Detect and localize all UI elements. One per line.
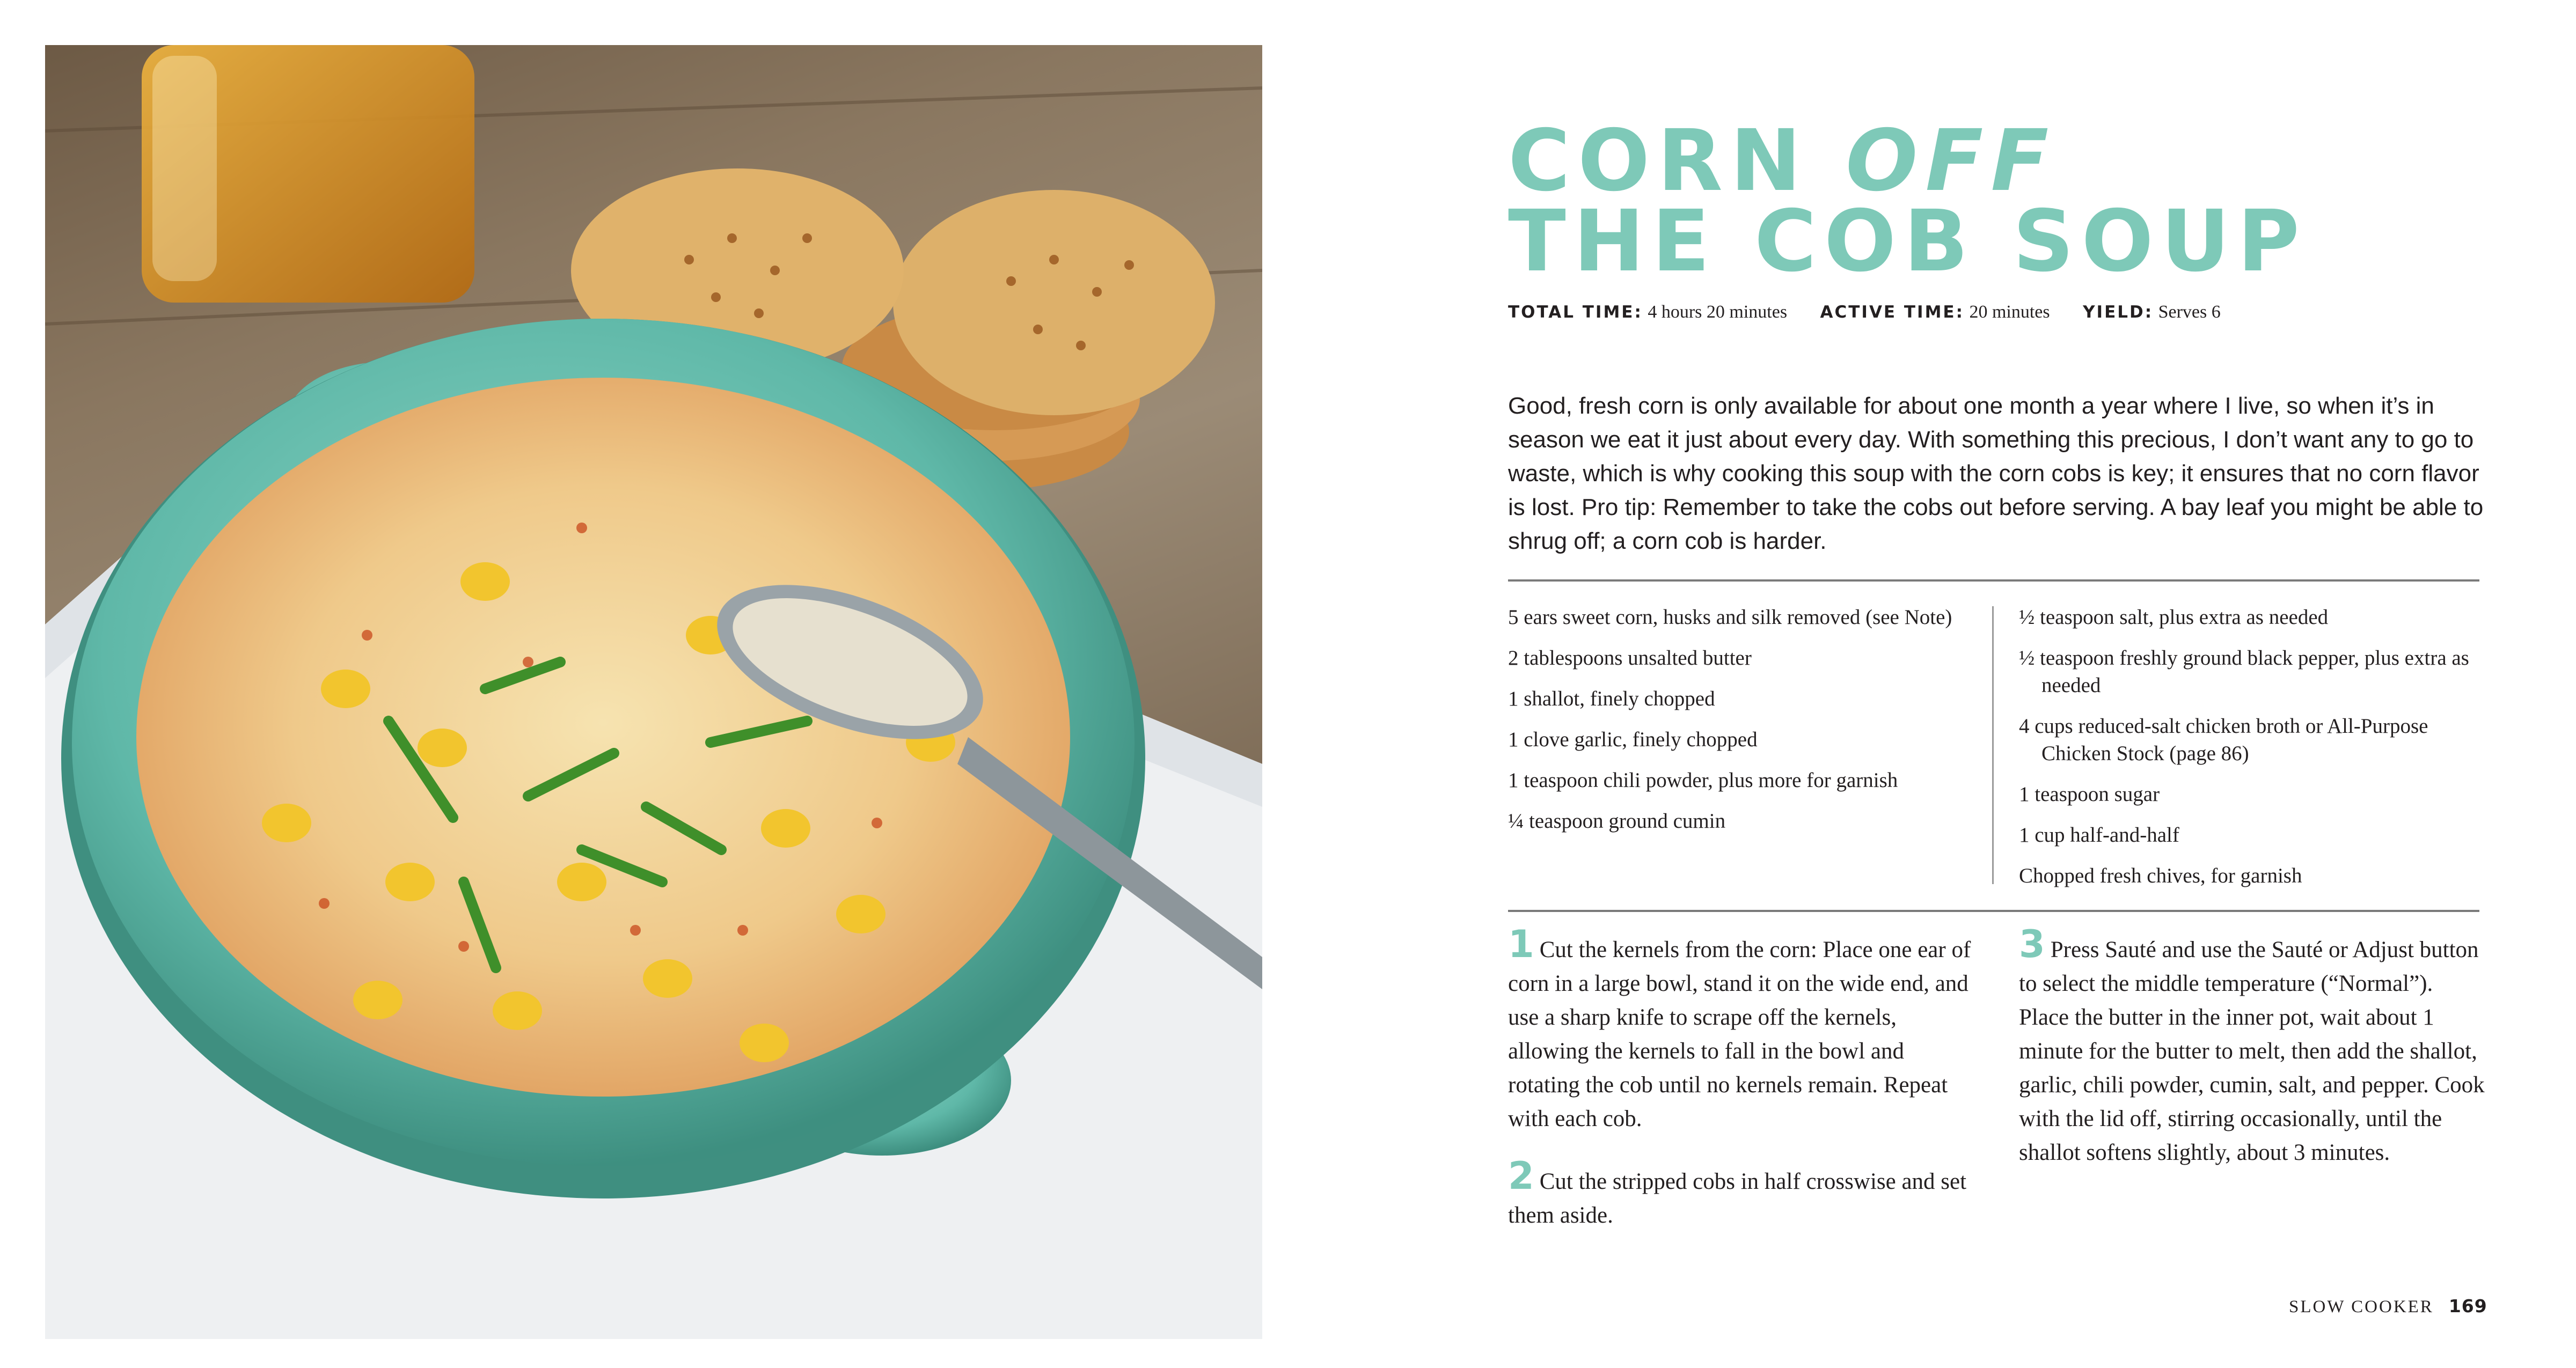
ingredient-item: ¼ teaspoon ground cumin (1508, 810, 1726, 833)
ingredient-item: 5 ears sweet corn, husks and silk removed (see Note) (1508, 606, 1952, 629)
ingredient-item: 4 cups reduced-salt chicken broth or All-Purpose Chicken Stock (page 86) (2019, 715, 2428, 765)
total-time-value: 4 hours 20 minutes (1648, 302, 1788, 322)
steps-top-divider (1508, 910, 2479, 912)
step-3 (2019, 922, 2486, 1170)
step-text: Press Sauté and use the Sauté or Adjust button to select the middle temperature (“Normal”). Place the butter in the inner pot, wait about 1 minute for the butter to melt, then add the shallot, garlic, chili powder, cumin, salt, and pepper. Cook with the lid off, stirring occasionally, until the shallot softens slightly, about 3 minutes. (2019, 937, 2485, 1165)
recipe-title-line-1 (1508, 112, 2501, 210)
active-time-label: ACTIVE TIME: (1820, 303, 1965, 322)
ingredients-top-divider (1508, 579, 2479, 582)
step-number: 1 (1508, 922, 1534, 966)
ingredients-list-right (2019, 604, 2480, 903)
ingredient-item: ½ teaspoon salt, plus extra as needed (2019, 606, 2329, 629)
title-word-off: OFF (1846, 112, 2057, 210)
steps-column-right (2019, 922, 2486, 1196)
recipe-intro: Good, fresh corn is only available for about one month a year where I live, so when it’s in season we eat it just about every day. With something this precious, I don’t want any to go to waste, which is why cooking this soup with the corn cobs is key; it ensures that no corn flavor is lost. Pro tip: Remember to take the cobs out before serving. A bay leaf you might be able to shrug off; a corn cob is harder. (1508, 393, 2484, 554)
ingredient-item: 1 shallot, finely chopped (1508, 687, 1715, 710)
total-time-label: TOTAL TIME: (1508, 303, 1643, 322)
ingredients-column-divider (1992, 606, 1994, 884)
step-number: 3 (2019, 922, 2045, 966)
soup-photo-illustration (45, 45, 1262, 1339)
ingredient-item: ½ teaspoon freshly ground black pepper, plus extra as needed (2019, 646, 2469, 697)
step-2 (1508, 1154, 1975, 1232)
page-footer (2289, 1296, 2487, 1317)
ingredients-list-left (1508, 604, 1975, 848)
step-text: Cut the kernels from the corn: Place one ear of corn in a large bowl, stand it on the wide end, and use a sharp knife to scrape off the kernels, allowing the kernels to fall in the bowl and rotating the cob until no kernels remain. Repeat with each cob. (1508, 937, 1971, 1131)
section-name: SLOW COOKER (2289, 1297, 2434, 1316)
ingredient-item: 2 tablespoons unsalted butter (1508, 646, 1752, 670)
step-number: 2 (1508, 1154, 1534, 1198)
page-number: 169 (2448, 1296, 2487, 1316)
title-word-corn: CORN (1508, 112, 1809, 210)
ingredient-item: 1 teaspoon sugar (2019, 783, 2160, 806)
recipe-meta (1508, 301, 2249, 322)
yield-value: Serves 6 (2158, 302, 2221, 322)
ingredient-item: 1 teaspoon chili powder, plus more for garnish (1508, 769, 1898, 792)
recipe-title (1508, 112, 2501, 291)
step-text: Cut the stripped cobs in half crosswise and set them aside. (1508, 1169, 1967, 1228)
steps-column-left (1508, 922, 1975, 1259)
recipe-title-line-2: THE COB SOUP (1508, 192, 2307, 291)
ingredient-item: Chopped fresh chives, for garnish (2019, 864, 2302, 887)
ingredient-item: 1 clove garlic, finely chopped (1508, 728, 1758, 751)
ingredient-item: 1 cup half-and-half (2019, 823, 2179, 847)
active-time-value: 20 minutes (1969, 302, 2050, 322)
yield-label: YIELD: (2083, 303, 2154, 322)
step-1 (1508, 922, 1975, 1136)
soup-photo (45, 45, 1262, 1339)
